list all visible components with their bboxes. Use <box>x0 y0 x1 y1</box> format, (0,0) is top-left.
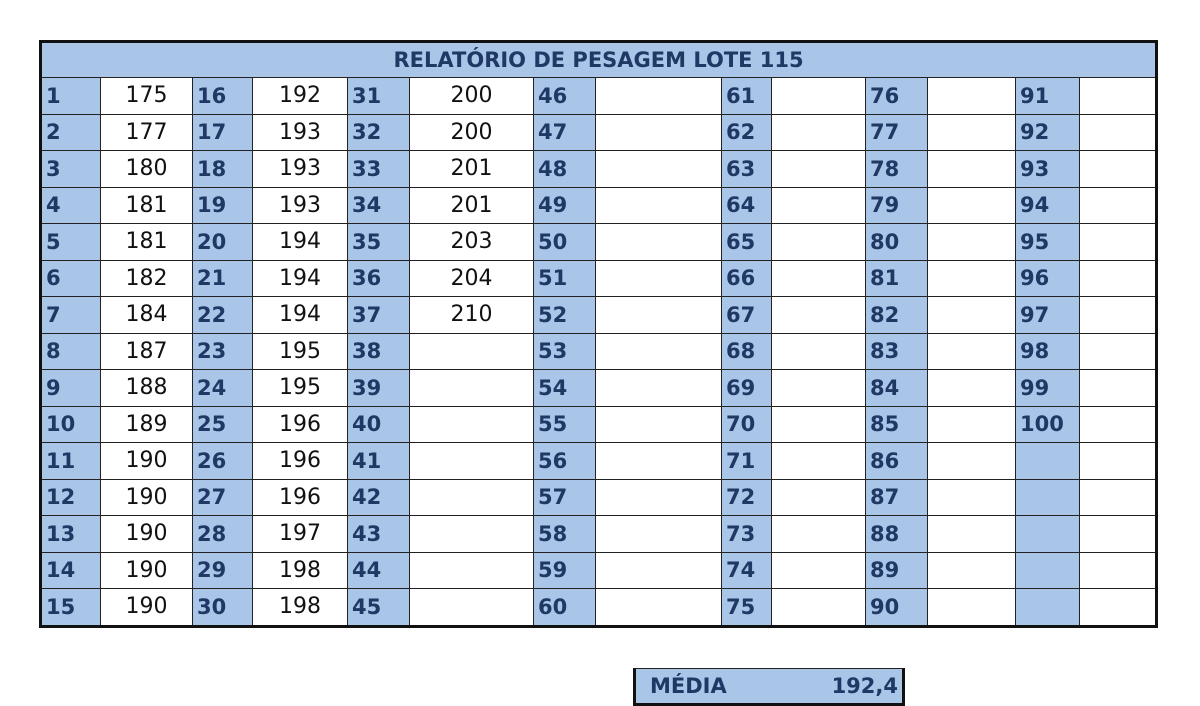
weight-cell: 194 <box>253 224 348 261</box>
weight-cell <box>772 187 866 224</box>
weight-cell <box>928 479 1016 516</box>
animal-number-cell: 42 <box>348 479 410 516</box>
weight-cell <box>1080 479 1157 516</box>
animal-number-cell: 39 <box>348 370 410 407</box>
animal-number-cell: 64 <box>722 187 772 224</box>
weight-cell: 190 <box>101 443 193 480</box>
weight-cell <box>596 78 722 115</box>
weight-cell: 200 <box>410 114 534 151</box>
weight-cell: 190 <box>101 589 193 627</box>
weight-cell <box>772 114 866 151</box>
animal-number-cell: 75 <box>722 589 772 627</box>
average-label: MÉDIA <box>650 674 727 698</box>
animal-number-cell: 57 <box>534 479 596 516</box>
weight-cell <box>596 443 722 480</box>
animal-number-cell: 83 <box>866 333 928 370</box>
animal-number-cell <box>1016 443 1080 480</box>
animal-number-cell: 29 <box>193 552 253 589</box>
animal-number-cell: 7 <box>41 297 101 334</box>
weight-cell <box>1080 151 1157 188</box>
animal-number-cell: 69 <box>722 370 772 407</box>
weight-cell: 190 <box>101 479 193 516</box>
animal-number-cell: 14 <box>41 552 101 589</box>
table-row <box>41 370 1157 407</box>
animal-number-cell: 90 <box>866 589 928 627</box>
animal-number-cell <box>1016 552 1080 589</box>
weight-cell <box>1080 406 1157 443</box>
weight-cell <box>928 297 1016 334</box>
weight-cell <box>928 78 1016 115</box>
animal-number-cell: 38 <box>348 333 410 370</box>
animal-number-cell: 2 <box>41 114 101 151</box>
weight-cell <box>1080 333 1157 370</box>
table-row <box>41 224 1157 261</box>
animal-number-cell: 34 <box>348 187 410 224</box>
animal-number-cell: 60 <box>534 589 596 627</box>
animal-number-cell: 63 <box>722 151 772 188</box>
weight-cell: 195 <box>253 333 348 370</box>
animal-number-cell <box>1016 516 1080 553</box>
animal-number-cell: 94 <box>1016 187 1080 224</box>
animal-number-cell: 80 <box>866 224 928 261</box>
weight-cell: 196 <box>253 479 348 516</box>
animal-number-cell <box>1016 479 1080 516</box>
weight-cell <box>410 370 534 407</box>
weight-cell: 198 <box>253 589 348 627</box>
animal-number-cell: 58 <box>534 516 596 553</box>
animal-number-cell: 72 <box>722 479 772 516</box>
animal-number-cell: 21 <box>193 260 253 297</box>
animal-number-cell: 3 <box>41 151 101 188</box>
weight-cell: 193 <box>253 187 348 224</box>
weight-cell: 190 <box>101 516 193 553</box>
weight-cell <box>928 333 1016 370</box>
animal-number-cell: 20 <box>193 224 253 261</box>
animal-number-cell: 65 <box>722 224 772 261</box>
animal-number-cell: 26 <box>193 443 253 480</box>
weight-cell <box>1080 114 1157 151</box>
average-value: 192,4 <box>831 674 898 698</box>
animal-number-cell: 100 <box>1016 406 1080 443</box>
weight-cell <box>1080 370 1157 407</box>
weight-cell <box>596 224 722 261</box>
animal-number-cell: 11 <box>41 443 101 480</box>
weight-cell: 187 <box>101 333 193 370</box>
weight-cell <box>596 370 722 407</box>
weight-cell: 192 <box>253 78 348 115</box>
weight-cell <box>772 479 866 516</box>
weight-cell <box>1080 516 1157 553</box>
animal-number-cell: 4 <box>41 187 101 224</box>
weight-cell: 175 <box>101 78 193 115</box>
animal-number-cell: 73 <box>722 516 772 553</box>
animal-number-cell: 77 <box>866 114 928 151</box>
weight-cell: 177 <box>101 114 193 151</box>
weight-cell: 196 <box>253 443 348 480</box>
animal-number-cell: 88 <box>866 516 928 553</box>
weight-cell <box>1080 443 1157 480</box>
animal-number-cell: 96 <box>1016 260 1080 297</box>
animal-number-cell: 70 <box>722 406 772 443</box>
animal-number-cell: 8 <box>41 333 101 370</box>
weight-cell: 196 <box>253 406 348 443</box>
weight-cell: 200 <box>410 78 534 115</box>
weight-cell <box>596 114 722 151</box>
animal-number-cell: 85 <box>866 406 928 443</box>
animal-number-cell: 36 <box>348 260 410 297</box>
animal-number-cell: 84 <box>866 370 928 407</box>
weight-cell <box>772 443 866 480</box>
animal-number-cell: 97 <box>1016 297 1080 334</box>
animal-number-cell: 76 <box>866 78 928 115</box>
weight-cell: 190 <box>101 552 193 589</box>
animal-number-cell: 17 <box>193 114 253 151</box>
animal-number-cell: 95 <box>1016 224 1080 261</box>
table-row <box>41 479 1157 516</box>
animal-number-cell: 1 <box>41 78 101 115</box>
weight-cell: 194 <box>253 297 348 334</box>
animal-number-cell: 91 <box>1016 78 1080 115</box>
animal-number-cell: 28 <box>193 516 253 553</box>
weight-cell <box>596 187 722 224</box>
animal-number-cell: 24 <box>193 370 253 407</box>
weight-cell <box>928 552 1016 589</box>
weight-cell: 195 <box>253 370 348 407</box>
weight-cell: 188 <box>101 370 193 407</box>
weight-cell <box>596 333 722 370</box>
animal-number-cell: 47 <box>534 114 596 151</box>
weight-cell <box>596 552 722 589</box>
weight-cell: 182 <box>101 260 193 297</box>
weight-cell: 194 <box>253 260 348 297</box>
animal-number-cell: 55 <box>534 406 596 443</box>
animal-number-cell: 89 <box>866 552 928 589</box>
weight-cell <box>1080 78 1157 115</box>
animal-number-cell: 48 <box>534 151 596 188</box>
animal-number-cell: 32 <box>348 114 410 151</box>
weight-cell <box>410 589 534 627</box>
average-box <box>633 668 905 706</box>
weight-cell <box>928 443 1016 480</box>
animal-number-cell <box>1016 589 1080 627</box>
weight-cell <box>596 260 722 297</box>
weighing-report <box>39 40 1155 698</box>
weight-cell: 181 <box>101 187 193 224</box>
weight-cell <box>772 78 866 115</box>
table-row <box>41 260 1157 297</box>
weight-cell <box>772 406 866 443</box>
weight-cell <box>928 370 1016 407</box>
weight-cell: 181 <box>101 224 193 261</box>
weight-cell <box>1080 260 1157 297</box>
weight-cell: 197 <box>253 516 348 553</box>
animal-number-cell: 43 <box>348 516 410 553</box>
weight-cell <box>410 516 534 553</box>
animal-number-cell: 18 <box>193 151 253 188</box>
animal-number-cell: 86 <box>866 443 928 480</box>
animal-number-cell: 92 <box>1016 114 1080 151</box>
animal-number-cell: 13 <box>41 516 101 553</box>
weight-cell <box>596 406 722 443</box>
table-row <box>41 443 1157 480</box>
animal-number-cell: 49 <box>534 187 596 224</box>
animal-number-cell: 41 <box>348 443 410 480</box>
animal-number-cell: 74 <box>722 552 772 589</box>
animal-number-cell: 33 <box>348 151 410 188</box>
weight-cell <box>410 406 534 443</box>
weight-cell: 180 <box>101 151 193 188</box>
weight-cell <box>596 589 722 627</box>
animal-number-cell: 46 <box>534 78 596 115</box>
animal-number-cell: 15 <box>41 589 101 627</box>
animal-number-cell: 82 <box>866 297 928 334</box>
weight-cell: 198 <box>253 552 348 589</box>
animal-number-cell: 25 <box>193 406 253 443</box>
weight-cell <box>596 151 722 188</box>
animal-number-cell: 59 <box>534 552 596 589</box>
weight-cell <box>1080 297 1157 334</box>
animal-number-cell: 31 <box>348 78 410 115</box>
weight-cell <box>772 589 866 627</box>
animal-number-cell: 99 <box>1016 370 1080 407</box>
weight-cell <box>928 151 1016 188</box>
animal-number-cell: 79 <box>866 187 928 224</box>
table-row <box>41 151 1157 188</box>
table-row <box>41 297 1157 334</box>
weight-cell <box>772 260 866 297</box>
weight-cell <box>772 224 866 261</box>
animal-number-cell: 67 <box>722 297 772 334</box>
weight-cell <box>928 589 1016 627</box>
animal-number-cell: 87 <box>866 479 928 516</box>
table-row <box>41 516 1157 553</box>
animal-number-cell: 23 <box>193 333 253 370</box>
weight-cell: 210 <box>410 297 534 334</box>
animal-number-cell: 93 <box>1016 151 1080 188</box>
animal-number-cell: 9 <box>41 370 101 407</box>
animal-number-cell: 35 <box>348 224 410 261</box>
weight-cell <box>772 552 866 589</box>
table-row <box>41 187 1157 224</box>
animal-number-cell: 68 <box>722 333 772 370</box>
weight-cell <box>772 370 866 407</box>
weight-cell <box>596 297 722 334</box>
weight-cell <box>928 516 1016 553</box>
animal-number-cell: 53 <box>534 333 596 370</box>
weight-cell <box>928 114 1016 151</box>
weight-cell <box>1080 552 1157 589</box>
animal-number-cell: 78 <box>866 151 928 188</box>
table-row <box>41 406 1157 443</box>
weight-cell <box>1080 589 1157 627</box>
weight-cell: 201 <box>410 151 534 188</box>
weight-cell <box>928 260 1016 297</box>
animal-number-cell: 27 <box>193 479 253 516</box>
weight-cell <box>410 333 534 370</box>
animal-number-cell: 22 <box>193 297 253 334</box>
table-row <box>41 333 1157 370</box>
weight-cell: 189 <box>101 406 193 443</box>
animal-number-cell: 56 <box>534 443 596 480</box>
weight-cell <box>596 516 722 553</box>
weight-cell <box>772 151 866 188</box>
animal-number-cell: 19 <box>193 187 253 224</box>
animal-number-cell: 51 <box>534 260 596 297</box>
animal-number-cell: 40 <box>348 406 410 443</box>
animal-number-cell: 81 <box>866 260 928 297</box>
animal-number-cell: 12 <box>41 479 101 516</box>
weight-cell <box>410 443 534 480</box>
weight-cell: 201 <box>410 187 534 224</box>
weight-cell <box>928 224 1016 261</box>
animal-number-cell: 62 <box>722 114 772 151</box>
weight-cell <box>772 516 866 553</box>
weight-cell <box>410 552 534 589</box>
table-row <box>41 589 1157 627</box>
weighing-table <box>39 40 1158 628</box>
animal-number-cell: 45 <box>348 589 410 627</box>
weight-cell: 193 <box>253 151 348 188</box>
animal-number-cell: 61 <box>722 78 772 115</box>
weight-cell <box>772 333 866 370</box>
animal-number-cell: 16 <box>193 78 253 115</box>
animal-number-cell: 52 <box>534 297 596 334</box>
animal-number-cell: 30 <box>193 589 253 627</box>
table-row <box>41 114 1157 151</box>
weight-cell: 193 <box>253 114 348 151</box>
table-row <box>41 552 1157 589</box>
animal-number-cell: 98 <box>1016 333 1080 370</box>
weight-cell: 204 <box>410 260 534 297</box>
animal-number-cell: 71 <box>722 443 772 480</box>
animal-number-cell: 6 <box>41 260 101 297</box>
weight-cell: 203 <box>410 224 534 261</box>
report-title: RELATÓRIO DE PESAGEM LOTE 115 <box>41 42 1157 78</box>
animal-number-cell: 50 <box>534 224 596 261</box>
table-row <box>41 78 1157 115</box>
weight-cell <box>1080 187 1157 224</box>
weight-cell <box>928 406 1016 443</box>
weight-cell <box>410 479 534 516</box>
animal-number-cell: 5 <box>41 224 101 261</box>
weight-cell <box>772 297 866 334</box>
animal-number-cell: 37 <box>348 297 410 334</box>
weight-cell: 184 <box>101 297 193 334</box>
animal-number-cell: 54 <box>534 370 596 407</box>
weight-cell <box>596 479 722 516</box>
animal-number-cell: 10 <box>41 406 101 443</box>
animal-number-cell: 66 <box>722 260 772 297</box>
weight-cell <box>1080 224 1157 261</box>
animal-number-cell: 44 <box>348 552 410 589</box>
weight-cell <box>928 187 1016 224</box>
